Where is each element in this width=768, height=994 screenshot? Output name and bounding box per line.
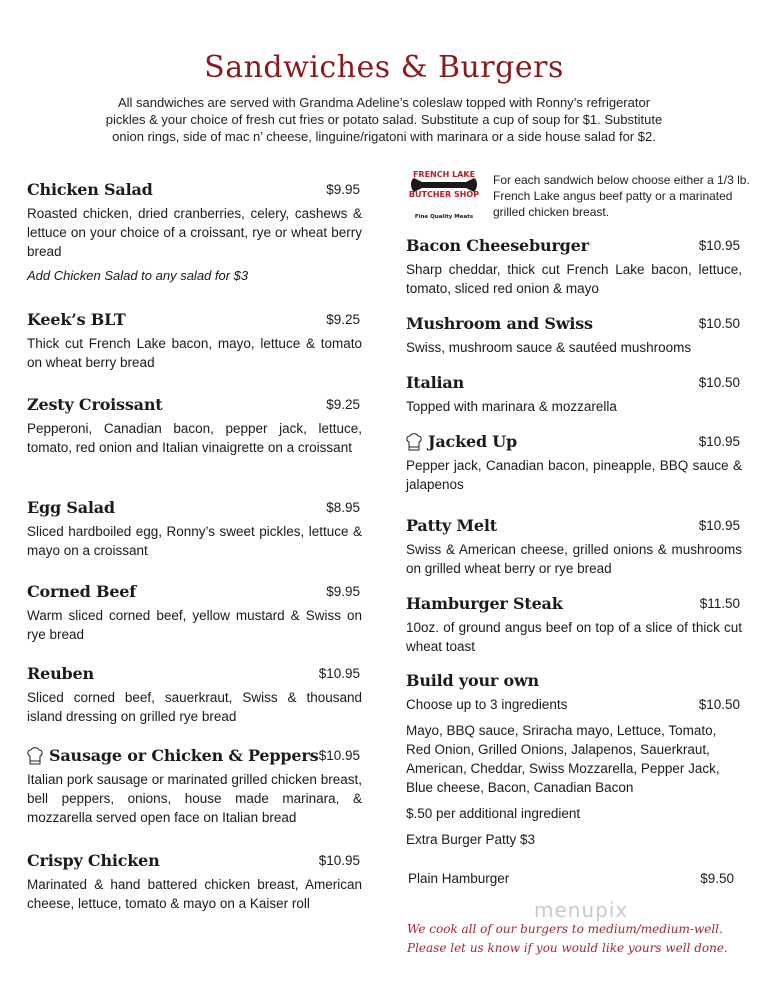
- menu-item-plain-hamburger: [408, 871, 734, 886]
- item-price: $8.95: [326, 500, 360, 515]
- item-description: Pepper jack, Canadian bacon, pineapple, BBQ sauce & jalapenos: [406, 458, 742, 492]
- item-description: Marinated & hand battered chicken breast, American cheese, lettuce, tomato & mayo on a Kaiser roll: [27, 877, 362, 911]
- item-name: Keek’s BLT: [27, 310, 126, 329]
- item-name: Italian: [406, 373, 464, 392]
- item-price: $9.25: [326, 397, 360, 412]
- item-description: Italian pork sausage or marinated grilled chicken breast, bell peppers, onions, house made marinara, & mozzarella served open face on Italian bread: [27, 772, 362, 825]
- item-note: Add Chicken Salad to any salad for $3: [27, 268, 249, 283]
- item-name: Patty Melt: [406, 516, 497, 535]
- chef-hat-icon: [406, 433, 422, 451]
- item-description: Swiss, mushroom sauce & sautéed mushrooms: [406, 340, 692, 355]
- menu-item-bacon-cheeseburger: [406, 236, 742, 298]
- build-choose-text: Choose up to 3 ingredients: [406, 697, 568, 712]
- extra-patty-price: Extra Burger Patty $3: [406, 832, 536, 847]
- item-name: Plain Hamburger: [408, 871, 510, 886]
- menu-item-crispy-chicken: [27, 851, 362, 913]
- item-name: Jacked Up: [428, 432, 518, 451]
- intro-text: [70, 94, 698, 145]
- menu-item-zesty-croissant: [27, 395, 362, 457]
- item-description: Topped with marinara & mozzarella: [406, 399, 617, 414]
- menu-item-keeks-blt: [27, 310, 362, 372]
- item-name: Hamburger Steak: [406, 594, 563, 613]
- patty-choice-note: For each sandwich below choose either a 1/3 lb. French Lake angus beef patty or a marinated grilled chicken breast.: [493, 173, 750, 219]
- menu-item-chicken-salad: [27, 180, 362, 285]
- item-price: $9.95: [326, 584, 360, 599]
- item-description: Sharp cheddar, thick cut French Lake bacon, lettuce, tomato, sliced red onion & mayo: [406, 262, 742, 296]
- item-name: Bacon Cheeseburger: [406, 236, 589, 255]
- menu-item-corned-beef: [27, 582, 362, 644]
- menu-item-reuben: [27, 664, 362, 726]
- item-description: Roasted chicken, dried cranberries, celery, cashews & lettuce on your choice of a croissant, rye or wheat berry bread: [27, 206, 362, 259]
- item-name: Sausage or Chicken & Peppers: [49, 746, 319, 765]
- item-name: Reuben: [27, 664, 94, 683]
- item-description: Swiss & American cheese, grilled onions & mushrooms on grilled wheat berry or rye bread: [406, 542, 742, 576]
- ingredient-list: Mayo, BBQ sauce, Sriracha mayo, Lettuce, Tomato, Red Onion, Grilled Onions, Jalapenos, Sauerkraut, American, Cheddar, Swiss Mozzarella, Pepper Jack, Blue cheese, Bacon, Canadian Bacon: [406, 723, 720, 795]
- item-price: $10.95: [318, 748, 360, 763]
- menu-item-mushroom-and-swiss: [406, 314, 742, 357]
- item-description: Sliced hardboiled egg, Ronny’s sweet pickles, lettuce & mayo on a croissant: [27, 524, 362, 558]
- item-price: $9.50: [700, 871, 734, 886]
- item-description: Pepperoni, Canadian bacon, pepper jack, lettuce, tomato, red onion and Italian vinaigrette on a croissant: [27, 421, 362, 455]
- item-description: 10oz. of ground angus beef on top of a slice of thick cut wheat toast: [406, 620, 742, 654]
- item-price: $10.50: [698, 697, 740, 712]
- item-name: Build your own: [406, 671, 539, 690]
- page-title: Sandwiches & Burgers: [204, 50, 564, 85]
- footer-line: Please let us know if you would like yours well done.: [407, 941, 728, 955]
- doneness-note: [407, 920, 757, 958]
- intro-line: All sandwiches are served with Grandma Adeline’s coleslaw topped with Ronny’s refrigerator: [117, 95, 651, 110]
- item-price: $10.95: [698, 238, 740, 253]
- additional-ingredient-price: $.50 per additional ingredient: [406, 806, 581, 821]
- item-description: Thick cut French Lake bacon, mayo, lettuce & tomato on wheat berry bread: [27, 336, 362, 370]
- item-price: $9.25: [326, 312, 360, 327]
- item-price: $10.95: [698, 434, 740, 449]
- item-description: Sliced corned beef, sauerkraut, Swiss & thousand island dressing on grilled rye bread: [27, 690, 362, 724]
- menu-item-italian: [406, 373, 742, 416]
- logo-line2: BUTCHER SHOP: [408, 190, 480, 199]
- item-name: Egg Salad: [27, 498, 115, 517]
- item-description: Warm sliced corned beef, yellow mustard & Swiss on rye bread: [27, 608, 362, 642]
- item-price: $10.95: [698, 518, 740, 533]
- item-name: Zesty Croissant: [27, 395, 163, 414]
- intro-line: pickles & your choice of fresh cut fries or potato salad. Substitute a cup of soup for $1. Substitute: [105, 112, 663, 127]
- item-name: Corned Beef: [27, 582, 136, 601]
- menu-item-egg-salad: [27, 498, 362, 560]
- watermark: menupix: [534, 898, 629, 922]
- item-price: $10.50: [698, 375, 740, 390]
- menu-item-patty-melt: [406, 516, 742, 578]
- menu-item-sausage-or-chicken-peppers: [27, 746, 362, 827]
- item-price: $10.50: [698, 316, 740, 331]
- item-price: $10.95: [318, 853, 360, 868]
- item-price: $10.95: [318, 666, 360, 681]
- menu-item-jacked-up: [406, 432, 742, 494]
- item-price: $9.95: [326, 182, 360, 197]
- item-price: $11.50: [699, 596, 740, 611]
- item-name: Mushroom and Swiss: [406, 314, 593, 333]
- chef-hat-icon: [27, 747, 43, 765]
- footer-line: We cook all of our burgers to medium/medium-well.: [407, 922, 723, 936]
- logo-line1: FRENCH LAKE: [412, 170, 476, 179]
- item-name: Crispy Chicken: [27, 851, 160, 870]
- intro-line: onion rings, side of mac n’ cheese, linguine/rigatoni with marinara or a side house salad for $2.: [112, 129, 656, 144]
- logo-tagline: Fine Quality Meats: [414, 214, 474, 220]
- menu-item-build-your-own: [406, 671, 742, 849]
- item-name: Chicken Salad: [27, 180, 153, 199]
- menu-item-hamburger-steak: [406, 594, 742, 656]
- french-lake-butcher-shop-logo: [408, 166, 480, 224]
